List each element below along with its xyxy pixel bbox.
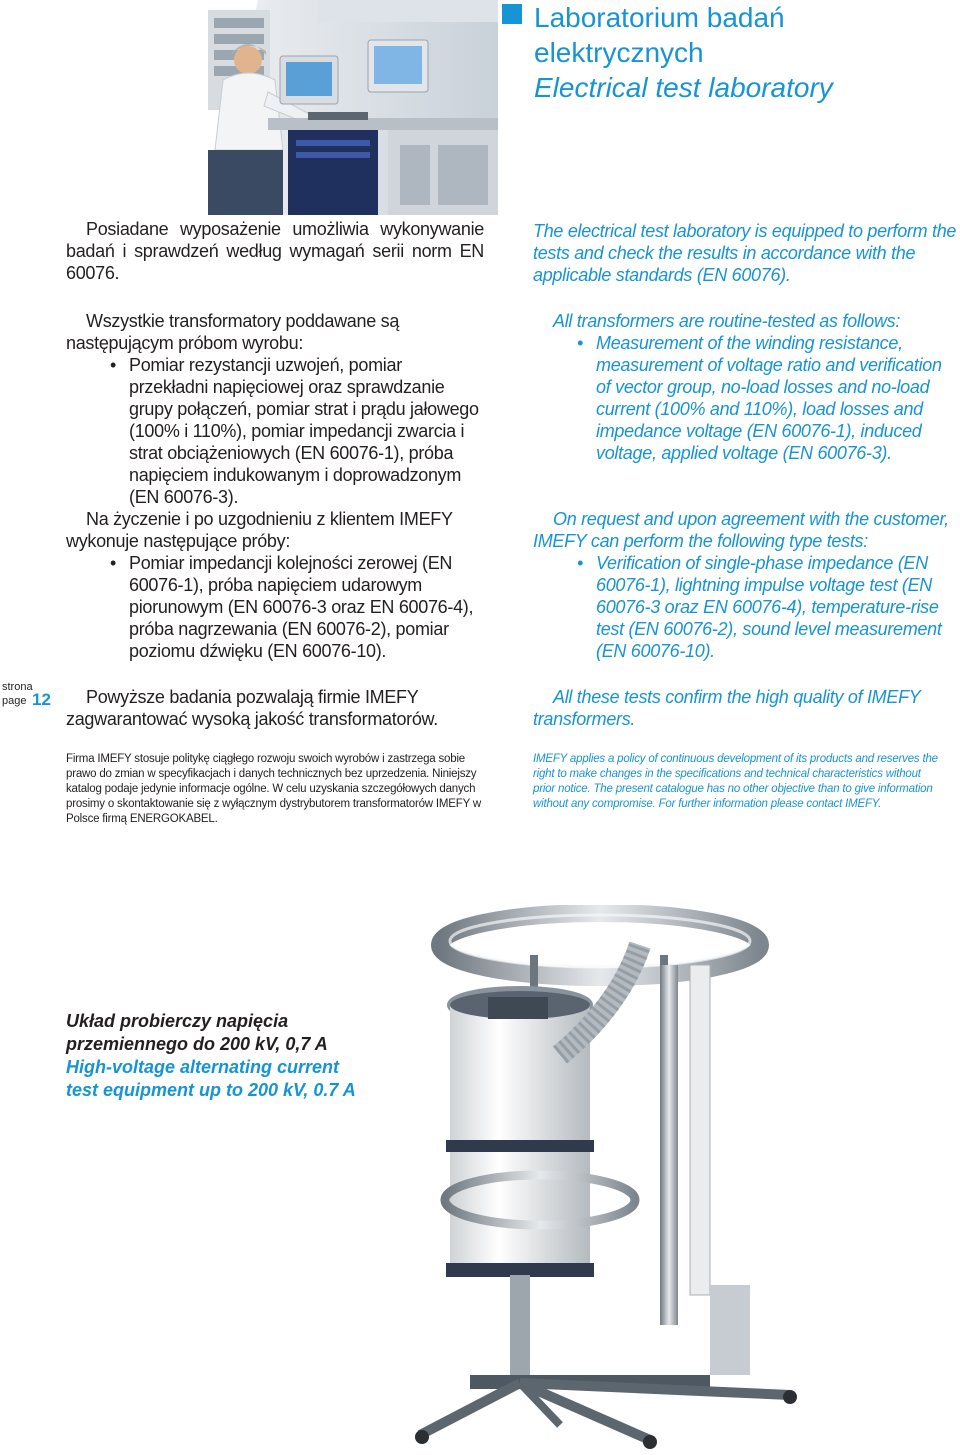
- pl-routine-list: [66, 354, 484, 508]
- pl-routine-block: [66, 310, 484, 508]
- pl-type-block: [66, 508, 484, 662]
- en-intro-block: [533, 220, 957, 286]
- lab-technician-photo: [168, 0, 498, 215]
- title-pl-line1: Laboratorium badań: [534, 2, 785, 33]
- page-label-en: page: [2, 695, 27, 707]
- pl-conclusion-block: [66, 686, 484, 730]
- en-type-block: [533, 508, 957, 662]
- pl-intro-block: [66, 218, 484, 284]
- en-routine-intro: All transformers are routine-tested as follows:: [553, 311, 901, 331]
- pl-disclaimer: Firma IMEFY stosuje politykę ciągłego rozwoju swoich wyrobów i zastrzega sobie prawo do zmian w specyfikacjach i danych technicznych bez uprzedzenia. Niniejszy katalog podaje jedynie informacje ogólne. W celu uzyskania szczegółowych danych prosimy o skontaktowanie się z wyłącznym dystrybutorem transformatorów IMEFY w Polsce firmą ENERGOKABEL.: [66, 753, 481, 825]
- en-routine-block: [533, 310, 957, 464]
- en-routine-list: [533, 332, 957, 464]
- page-label-pl: strona: [2, 681, 33, 693]
- page-title: [534, 0, 944, 105]
- test-equipment-photo: [410, 905, 830, 1450]
- equipment-caption: [66, 1010, 466, 1102]
- en-disclaimer: IMEFY applies a policy of continuous development of its products and reserves the right to make changes in the specifications and technical characteristics without prior notice. The present catalogue has no other objective than to give information without any compromise. For further information please contact IMEFY.: [533, 753, 938, 810]
- pl-conclusion: Powyższe badania pozwalają firmie IMEFY zagwarantować wysoką jakość transformatorów.: [66, 687, 438, 729]
- list-item: • Verification of single-phase impedance (EN 60076-1), lightning impulse voltage test (EN 60076-3 oraz EN 60076-4), temperature-rise test (EN 60076-2), sound level measurement (EN 60076-10).: [533, 552, 957, 662]
- caption-en-line1: High-voltage alternating current: [66, 1057, 340, 1077]
- caption-pl-line1: Układ probierczy napięcia: [66, 1011, 289, 1031]
- en-conclusion-block: [533, 686, 957, 730]
- pl-routine-intro: Wszystkie transformatory poddawane są następującym próbom wyrobu:: [66, 311, 400, 353]
- page-number-marker: [2, 680, 51, 709]
- header-bullet-square: [502, 4, 522, 24]
- list-item: • Pomiar impedancji kolejności zerowej (EN 60076-1), próba napięciem udarowym piorunowym (EN 60076-3 oraz EN 60076-4), próba nagrzewania (EN 60076-2), pomiar poziomu dźwięku (EN 60076-10).: [66, 552, 484, 662]
- en-type-intro: On request and upon agreement with the customer, IMEFY can perform the following type tests:: [533, 509, 949, 551]
- caption-en-line2: test equipment up to 200 kV, 0.7 A: [66, 1080, 356, 1100]
- title-en: Electrical test laboratory: [534, 72, 833, 103]
- en-type-list: [533, 552, 957, 662]
- pl-type-intro: Na życzenie i po uzgodnieniu z klientem IMEFY wykonuje następujące próby:: [66, 509, 453, 551]
- pl-intro: Posiadane wyposażenie umożliwia wykonywanie badań i sprawdzeń według wymagań serii norm EN 60076.: [66, 219, 484, 283]
- en-intro: The electrical test laboratory is equipped to perform the tests and check the results in accordance with the applicable standards (EN 60076).: [533, 221, 957, 285]
- caption-pl-line2: przemiennego do 200 kV, 0,7 A: [66, 1034, 328, 1054]
- list-item: • Pomiar rezystancji uzwojeń, pomiar przekładni napięciowej oraz sprawdzanie grupy połączeń, pomiar strat i prądu jałowego (100% i 110%), pomiar impedancji zwarcia i strat obciążeniowych (EN 60076-1), próba napięciem indukowanym i doprowadzonym (EN 60076-3).: [66, 354, 484, 508]
- page-number: 12: [32, 690, 51, 709]
- pl-type-list: [66, 552, 484, 662]
- en-conclusion: All these tests confirm the high quality of IMEFY transformers.: [533, 687, 921, 729]
- title-pl-line2: elektrycznych: [534, 37, 704, 68]
- list-item: • Measurement of the winding resistance, measurement of voltage ratio and verification of vector group, no-load losses and no-load current (100% and 110%), load losses and impedance voltage (EN 60076-1), induced voltage, applied voltage (EN 60076-3).: [533, 332, 957, 464]
